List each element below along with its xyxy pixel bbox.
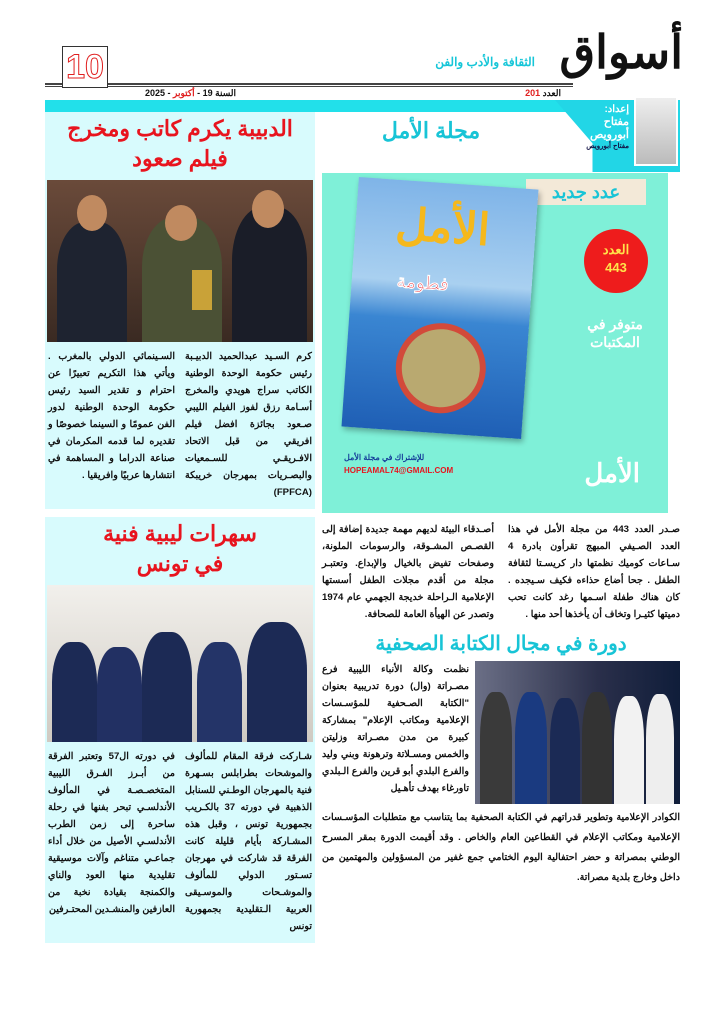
subscribe-text: للإشتراك في مجلة الأمل (344, 453, 425, 462)
article-honor-title (45, 112, 315, 180)
amal-advertisement (322, 173, 668, 513)
article-amal-header (322, 112, 680, 173)
year-value: - 2025 (145, 88, 174, 98)
month: أكتوبر (173, 88, 195, 98)
article-tunis-title (45, 517, 315, 585)
article-amal-title: مجلة الأمل (381, 118, 481, 143)
right-column (322, 112, 680, 888)
magazine-cover (341, 177, 538, 439)
title-line: فيلم صعود (132, 146, 228, 171)
cover-story: فطومة (396, 270, 450, 295)
availability-text: متوفر في المكتبات (587, 316, 643, 350)
honor-photo (47, 180, 313, 342)
author-name: مفتاح أبورويص (590, 116, 629, 141)
issue-date (145, 88, 236, 99)
article-amal-body (322, 513, 680, 623)
title-line: في تونس (136, 551, 224, 576)
article-course-title: دورة في مجال الكتابة الصحفية (375, 633, 627, 655)
title-line: الدبيبة يكرم كاتب ومخرج (67, 116, 293, 141)
article-course-full-text: الكوادر الإعلامية وتطوير قدراتهم في الكتابة الصحفية بما يتناسب مع متطلبات المؤسـسات الإعلامية ومكاتب الإعلام في القطاعين العام والخاص . وقد أقيمت الدورة بمقر المسرح الوطني بمصراتة و حضر احتفالية اليوم الختامي جمع غفير من المسؤولين والمهتمين من داخل وخارج بلدية مصراتة. (322, 812, 680, 883)
section-tagline: الثقافة والأدب والفن (435, 55, 535, 69)
article-amal-col-2: أصـدقاء البيئة لديهم مهمة جديدة إضافة إلى القصـص المشـوقة، والرسومات الملونة، وصفحات تفيض بالخيال والإبداع. وتعتبـر مجلة من أقدم مجلات الطفل أسستها الإعلامية الـراحلة خديجة الجهمي عام 1974 وتصدر عن الهيأة العامة للصحافة. (322, 524, 494, 620)
issue-circle (584, 229, 648, 293)
issue-label: العدد (542, 88, 561, 98)
page-number: 10 (62, 46, 108, 88)
cover-title: الأمل (394, 199, 492, 256)
amal-brand-logo: الأمل (584, 458, 640, 488)
article-tunis-body (45, 742, 315, 935)
left-column (45, 112, 315, 943)
article-course-side-text: نظمت وكالة الأنباء الليبية فرع مصـراتة (وال) دورة تدريبية بعنوان "الكتابة الصـحفية للمؤسـسات الإعلامية ومكاتب الإعلام" بمشاركة كبيرة من مدن مصـراتة وزليتن والخمس ومسـلاتة وترهونة وبني وليد والفرع البلدي أبو قرين والفرع الـبلدي تاورغاء بهدف تأهـيل (322, 664, 469, 794)
article-course-row (322, 661, 680, 804)
issue-circle-number: 443 (605, 260, 627, 275)
article-amal-col-1: صـدر العدد 443 من مجلة الأمل في هذا العدد الصـيفي المبهج تقرأون بادرة 4 سـاعات كوميك نظمتها دار كريسـتا لثقافة الطفل . جحا أضاع حذاءه فكيف سـيجده . كان هناك طفلة اسـمها رغد كانت تحب دميتها كثيـرا وتخاف أن يأخذها أحد منها . (508, 524, 680, 620)
header-rule (45, 83, 573, 87)
new-issue-badge: عدد جديد (526, 179, 646, 205)
article-tunis (45, 517, 315, 943)
course-photo (475, 661, 680, 804)
cover-character (393, 320, 489, 416)
title-line: سهرات ليبية فنية (103, 521, 257, 546)
year: السنة 19 - (194, 88, 236, 98)
newspaper-logo (559, 25, 683, 79)
author-label: إعداد: (604, 104, 629, 115)
article-honor (45, 112, 315, 509)
award-trophy (192, 270, 212, 310)
band-photo (47, 585, 313, 742)
article-honor-col-1: كرم السـيد عبدالحميد الدبيـبة رئيس حكومة الوحدة الوطنية الكاتب سراج هويدي والمخرج أسـامة رزق لفوز الفيلم الليبي صـعود بجائزة افضل فيلم افريقي من قبل الاتحاد الافـريقـي للسـمعيات والبصـريات بمهرجان خريبكة (FPFCA) (185, 351, 312, 498)
issue-number (525, 88, 561, 99)
article-honor-body (45, 342, 315, 501)
article-honor-col-2: السـينمائي الدولي بالمغرب . ويأتي هذا التكريم تعبيرًا عن احترام و تقدير السيد رئيس حكومة الوحدة الوطنية لدور الفن عمومًا و السينما خصوصًا و تقديره لما قدمه المكرمان في صناعة الدراما و المساهمة في انتشارها عربيًا وافريقيا . (48, 351, 175, 481)
article-tunis-col-1: شـاركت فرقة المقام للمألوف والموشحات بطرابلس بسـهرة فنية بالمهرجان الوطـني للسنابل الذهبية في دورته 37 بالكـريب بجمهورية تونس ، وقبل هذه المشـاركة بأيام قليلة كانت الفرقة قد شاركت في مهرجان تسـتور الدولي للمألوف والموشـحات والموسـيقى العربية الـتقليدية بجمهورية تونس (185, 751, 312, 932)
author-handle: مفتاح أبورويص (586, 143, 629, 150)
logo-text: أسواق (559, 25, 683, 79)
issue-value: 201 (525, 88, 541, 98)
issue-circle-label: العدد (602, 242, 630, 257)
subscribe-email[interactable]: HOPEAMAL74@GMAIL.COM (344, 466, 454, 475)
article-tunis-col-2: في دورته ال57 وتعتبر الفرقة من أبـرز الفـرق الليبية المتخصـصـة في المألوف الأندلسـي تبحر بفنها في رحلة ساحرة إلى زمن الطرب الأندلسـي الأصيل من خلال أداء جماعـي متناغم وآلات موسيقية تقليدية منها العود والناي والكمنجة بقيادة نخبة من العازفين والمنشـدين المحتـرفين (48, 751, 176, 915)
